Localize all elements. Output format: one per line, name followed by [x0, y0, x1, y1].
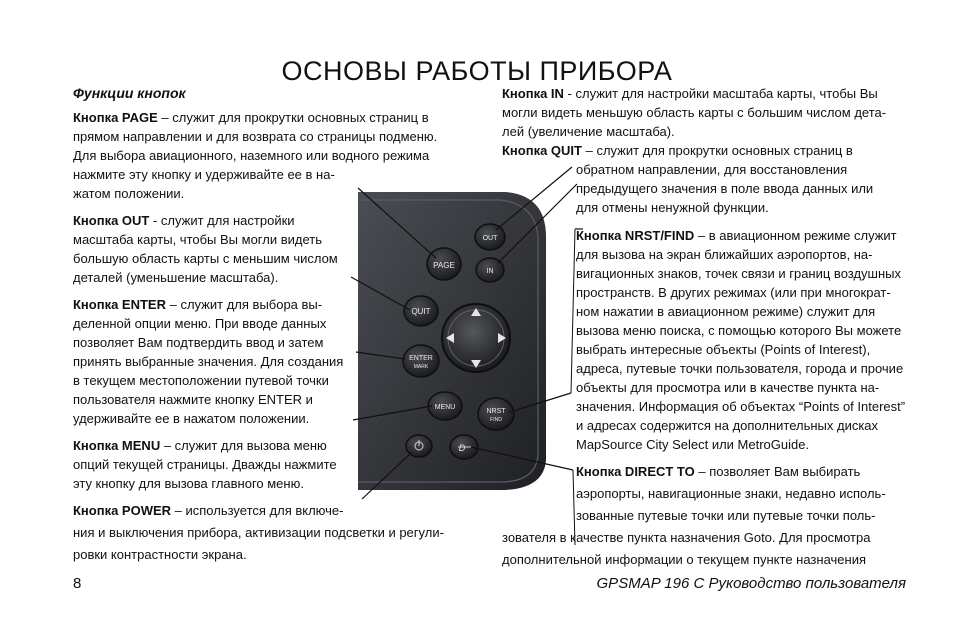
- nrst-button-label: NRST: [486, 408, 506, 415]
- text-line: значения. Информация об объектах “Points of Interest”: [576, 399, 906, 414]
- text-line: ния и выключения прибора, активизации подсветки и регули-: [73, 525, 444, 540]
- text-line: для вызова на экран ближайших аэропортов, на-: [576, 247, 873, 262]
- text-line: большую область карты с меньшим числом: [73, 251, 338, 266]
- menu-button-desc-line: Кнопка MENU – служит для вызова меню: [73, 438, 327, 453]
- text-line: удерживайте ее в нажатом положении.: [73, 411, 310, 426]
- text-line: ном нажатии в авиационном режиме) служит для: [576, 304, 876, 319]
- out-button-label: OUT: [482, 235, 498, 242]
- enter-button-desc-line: Кнопка ENTER – служит для выбора вы-: [73, 297, 323, 312]
- text-line: эту кнопку для вызова главного меню.: [73, 476, 304, 491]
- enter-button-label: ENTER: [409, 355, 433, 362]
- text-line: Для выбора авиационного, наземного или водного режима: [73, 148, 430, 163]
- out-button-desc-line: Кнопка OUT - служит для настройки: [73, 213, 295, 228]
- text-line: деталей (уменьшение масштаба).: [73, 270, 279, 285]
- text-line: обратном направлении, для восстановления: [576, 162, 848, 177]
- page-title: ОСНОВЫ РАБОТЫ ПРИБОРА: [281, 56, 673, 86]
- text-line: пространств. В других режимах (или при многократ-: [576, 285, 891, 300]
- text-line: адреса, путевые точки пользователя, города и прочие: [576, 361, 904, 376]
- text-line: зователя в качестве пункта назначения Goto. Для просмотра: [502, 530, 871, 545]
- in-button-desc-line: Кнопка IN - служит для настройки масштаба карты, чтобы Вы: [502, 86, 878, 101]
- text-line: могли видеть меньшую область карты с большим числом дета-: [502, 105, 887, 120]
- page-button-label: PAGE: [433, 261, 455, 270]
- text-line: масштаба карты, чтобы Вы могли видеть: [73, 232, 322, 247]
- text-line: выбрать интересные объекты (Points of Interest),: [576, 342, 871, 357]
- text-line: дополнительной информации о текущем пункте назначения: [502, 552, 866, 567]
- text-line: жатом положении.: [73, 186, 185, 201]
- text-line: аэропорты, навигационные знаки, недавно исполь-: [576, 486, 886, 501]
- text-line: MapSource City Select или MetroGuide.: [576, 437, 810, 452]
- text-line: в текущем местоположении путевой точки: [73, 373, 329, 388]
- page-button-desc-line: Кнопка PAGE – служит для прокрутки основных страниц в: [73, 110, 429, 125]
- page-number: 8: [73, 575, 82, 592]
- text-line: опций текущей страницы. Дважды нажмите: [73, 457, 337, 472]
- menu-button-label: MENU: [434, 404, 456, 411]
- manual-title: GPSMAP 196 C Руководство пользователя: [596, 575, 906, 592]
- text-line: и адресах содержится на дополнительных дисках: [576, 418, 879, 433]
- in-button-label: IN: [486, 268, 494, 275]
- text-line: пользователя нажмите кнопку ENTER и: [73, 392, 313, 407]
- text-line: прямом направлении и для возврата со страницы подменю.: [73, 129, 438, 144]
- quit-button-desc-line: Кнопка QUIT – служит для прокрутки основных страниц в: [502, 143, 853, 158]
- text-line: нажмите эту кнопку и удерживайте ее в на-: [73, 167, 335, 182]
- text-line: зованные путевые точки или путевые точки поль-: [576, 508, 876, 523]
- text-line: для отмены ненужной функции.: [576, 200, 769, 215]
- text-line: объекты для просмотра или в качестве пункта на-: [576, 380, 880, 395]
- text-line: вызова меню поиска, с помощью которого Вы можете: [576, 323, 902, 338]
- text-line: деленной опции меню. При вводе данных: [73, 316, 327, 331]
- mark-button-label: MARK: [413, 364, 429, 370]
- text-line: принять выбранные значения. Для создания: [73, 354, 344, 369]
- text-line: предыдущего значения в поле ввода данных или: [576, 181, 874, 196]
- direct-to-button-desc-line: Кнопка DIRECT TO – позволяет Вам выбирать: [576, 464, 861, 479]
- text-line: вигационных знаков, точек связи и границ воздушных: [576, 266, 901, 281]
- quit-button-label: QUIT: [411, 307, 431, 316]
- text-line: позволяет Вам подтвердить ввод и затем: [73, 335, 324, 350]
- direct-to-button-label: D: [458, 443, 466, 453]
- text-line: ровки контрастности экрана.: [73, 547, 247, 562]
- text-line: лей (увеличение масштаба).: [502, 124, 675, 139]
- nrst-button-desc-line: Кнопка NRST/FIND – в авиационном режиме служит: [576, 228, 897, 243]
- find-button-label: FIND: [490, 417, 502, 423]
- power-button-desc-line: Кнопка POWER – используется для включе-: [73, 503, 344, 518]
- section-heading: Функции кнопок: [73, 85, 186, 101]
